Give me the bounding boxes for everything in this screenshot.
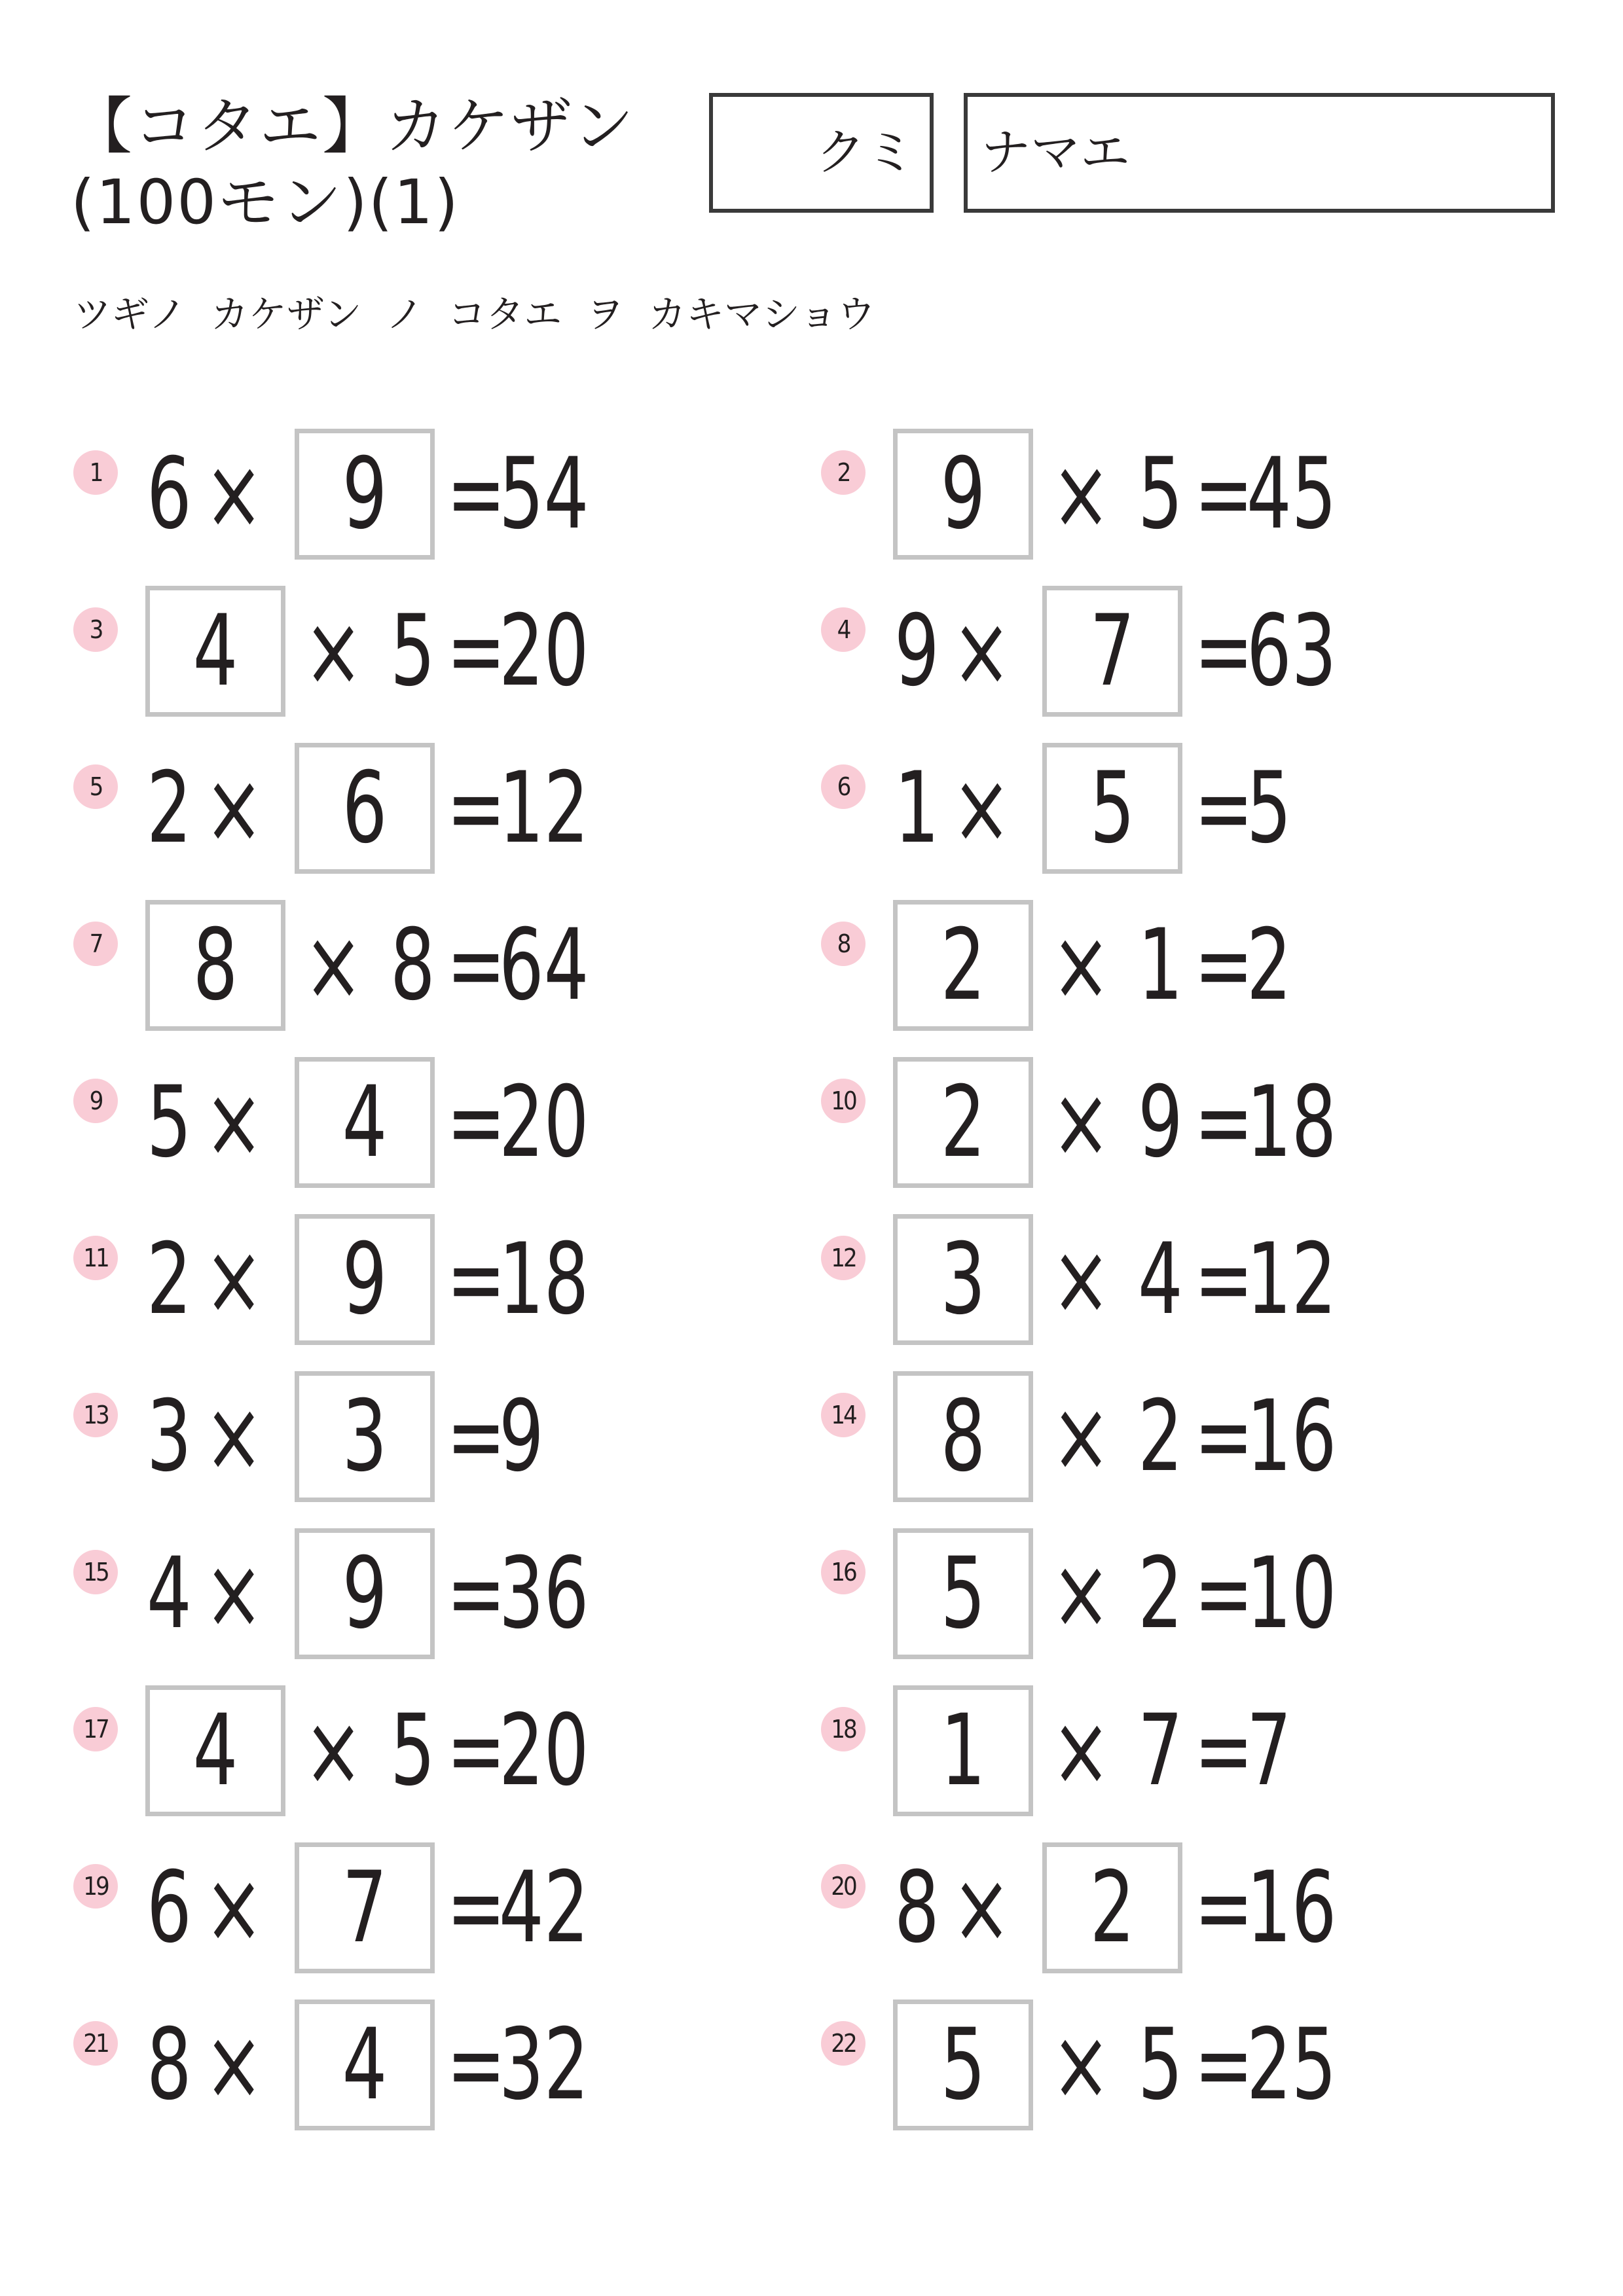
answer-value: 9	[940, 437, 986, 551]
times-sign: ×	[1051, 1694, 1111, 1808]
equals-sign: =	[447, 908, 506, 1022]
answer-box[interactable]	[295, 743, 435, 874]
problem-20	[821, 1842, 1508, 1973]
problem-number-badge: 12	[821, 1236, 866, 1280]
first-factor: 8	[894, 1851, 939, 1965]
answer-box[interactable]	[893, 1685, 1033, 1816]
problem-9	[73, 1057, 761, 1188]
answer-value: 7	[1089, 594, 1135, 708]
second-factor: 2	[1138, 1537, 1183, 1651]
problem-21	[73, 2000, 761, 2130]
answer-value: 5	[1089, 751, 1135, 865]
product: 12	[499, 751, 589, 865]
answer-value: 4	[192, 594, 238, 708]
problem-19	[73, 1842, 761, 1973]
second-factor: 7	[1138, 1694, 1183, 1808]
times-sign: ×	[952, 751, 1012, 865]
answer-value: 5	[940, 1537, 986, 1651]
first-factor: 2	[147, 751, 192, 865]
problem-number-badge: 3	[73, 607, 118, 652]
title-line-1: 【コタエ】カケザン	[71, 91, 636, 162]
problem-1	[73, 429, 761, 560]
second-factor: 5	[1138, 2008, 1183, 2122]
first-factor: 4	[147, 1537, 192, 1651]
problem-7	[73, 900, 761, 1031]
product: 10	[1247, 1537, 1337, 1651]
problem-number-badge: 13	[73, 1393, 118, 1437]
equals-sign: =	[447, 594, 506, 708]
answer-value: 4	[192, 1694, 238, 1808]
equals-sign: =	[447, 1380, 506, 1494]
equals-sign: =	[1194, 594, 1254, 708]
problem-number-badge: 9	[73, 1079, 118, 1123]
problem-8	[821, 900, 1508, 1031]
equals-sign: =	[1194, 437, 1254, 551]
first-factor: 2	[147, 1223, 192, 1336]
class-field[interactable]	[709, 93, 934, 213]
class-label: クミ	[816, 123, 915, 181]
problem-6	[821, 743, 1508, 874]
answer-box[interactable]	[295, 2000, 435, 2130]
product: 45	[1247, 437, 1337, 551]
answer-box[interactable]	[145, 586, 285, 717]
answer-box[interactable]	[295, 1057, 435, 1188]
equals-sign: =	[1194, 1694, 1254, 1808]
problem-number-badge: 21	[73, 2021, 118, 2066]
answer-box[interactable]	[295, 1371, 435, 1502]
answer-value: 3	[342, 1380, 388, 1494]
equals-sign: =	[1194, 2008, 1254, 2122]
first-factor: 6	[147, 1851, 192, 1965]
problem-22	[821, 2000, 1508, 2130]
answer-value: 2	[1089, 1851, 1135, 1965]
equals-sign: =	[447, 1851, 506, 1965]
product: 63	[1247, 594, 1337, 708]
answer-value: 7	[342, 1851, 388, 1965]
product: 64	[499, 908, 589, 1022]
equals-sign: =	[1194, 1066, 1254, 1179]
answer-box[interactable]	[295, 1842, 435, 1973]
problem-number-badge: 10	[821, 1079, 866, 1123]
times-sign: ×	[204, 751, 264, 865]
problem-number-badge: 2	[821, 450, 866, 495]
answer-value: 1	[940, 1694, 986, 1808]
equals-sign: =	[447, 1694, 506, 1808]
problem-15	[73, 1528, 761, 1659]
product: 16	[1247, 1851, 1337, 1965]
equals-sign: =	[447, 1223, 506, 1336]
problem-3	[73, 586, 761, 717]
answer-value: 4	[342, 1066, 388, 1179]
problem-17	[73, 1685, 761, 1816]
times-sign: ×	[1051, 2008, 1111, 2122]
problem-number-badge: 15	[73, 1550, 118, 1594]
equals-sign: =	[1194, 1223, 1254, 1336]
problem-4	[821, 586, 1508, 717]
worksheet-title	[71, 89, 660, 241]
equals-sign: =	[447, 1066, 506, 1179]
product: 54	[499, 437, 589, 551]
answer-box[interactable]	[1042, 586, 1182, 717]
equals-sign: =	[1194, 908, 1254, 1022]
equals-sign: =	[1194, 751, 1254, 865]
problem-number-badge: 7	[73, 922, 118, 966]
product: 16	[1247, 1380, 1337, 1494]
equals-sign: =	[447, 1537, 506, 1651]
product: 20	[499, 1066, 589, 1179]
answer-box[interactable]	[295, 1528, 435, 1659]
problem-number-badge: 14	[821, 1393, 866, 1437]
answer-box[interactable]	[145, 900, 285, 1031]
answer-box[interactable]	[893, 2000, 1033, 2130]
answer-value: 4	[342, 2008, 388, 2122]
second-factor: 1	[1138, 908, 1183, 1022]
answer-box[interactable]	[295, 1214, 435, 1345]
times-sign: ×	[304, 594, 363, 708]
times-sign: ×	[1051, 1066, 1111, 1179]
second-factor: 9	[1138, 1066, 1183, 1179]
equals-sign: =	[1194, 1380, 1254, 1494]
answer-value: 2	[940, 1066, 986, 1179]
answer-value: 2	[940, 908, 986, 1022]
answer-box[interactable]	[295, 429, 435, 560]
product: 36	[499, 1537, 589, 1651]
problem-14	[821, 1371, 1508, 1502]
times-sign: ×	[1051, 1380, 1111, 1494]
times-sign: ×	[1051, 1537, 1111, 1651]
name-label: ナマエ	[981, 123, 1130, 181]
problem-number-badge: 1	[73, 450, 118, 495]
first-factor: 3	[147, 1380, 192, 1494]
answer-box[interactable]	[1042, 743, 1182, 874]
problem-12	[821, 1214, 1508, 1345]
first-factor: 6	[147, 437, 192, 551]
product: 5	[1247, 751, 1292, 865]
product: 20	[499, 594, 589, 708]
times-sign: ×	[1051, 437, 1111, 551]
times-sign: ×	[304, 908, 363, 1022]
problem-number-badge: 16	[821, 1550, 866, 1594]
name-field[interactable]	[964, 93, 1555, 213]
product: 9	[499, 1380, 544, 1494]
problem-18	[821, 1685, 1508, 1816]
answer-box[interactable]	[893, 1371, 1033, 1502]
first-factor: 5	[147, 1066, 192, 1179]
equals-sign: =	[1194, 1851, 1254, 1965]
product: 25	[1247, 2008, 1337, 2122]
answer-box[interactable]	[893, 1528, 1033, 1659]
times-sign: ×	[204, 1223, 264, 1336]
answer-value: 9	[342, 437, 388, 551]
first-factor: 9	[894, 594, 939, 708]
equals-sign: =	[447, 2008, 506, 2122]
times-sign: ×	[204, 1537, 264, 1651]
problem-number-badge: 22	[821, 2021, 866, 2066]
problem-number-badge: 8	[821, 922, 866, 966]
product: 12	[1247, 1223, 1337, 1336]
answer-value: 8	[192, 908, 238, 1022]
first-factor: 8	[147, 2008, 192, 2122]
answer-value: 5	[940, 2008, 986, 2122]
product: 7	[1247, 1694, 1292, 1808]
product: 20	[499, 1694, 589, 1808]
product: 18	[499, 1223, 589, 1336]
answer-value: 8	[940, 1380, 986, 1494]
answer-box[interactable]	[893, 1057, 1033, 1188]
second-factor: 5	[390, 594, 435, 708]
answer-box[interactable]	[893, 429, 1033, 560]
product: 32	[499, 2008, 589, 2122]
problem-16	[821, 1528, 1508, 1659]
problem-number-badge: 18	[821, 1707, 866, 1751]
problem-10	[821, 1057, 1508, 1188]
problem-number-badge: 11	[73, 1236, 118, 1280]
first-factor: 1	[894, 751, 939, 865]
problem-number-badge: 17	[73, 1707, 118, 1751]
instructions: ツギノ カケザン ノ コタエ ヲ カキマショウ	[73, 292, 875, 336]
times-sign: ×	[204, 2008, 264, 2122]
product: 2	[1247, 908, 1292, 1022]
times-sign: ×	[952, 594, 1012, 708]
times-sign: ×	[952, 1851, 1012, 1965]
answer-box[interactable]	[893, 900, 1033, 1031]
second-factor: 2	[1138, 1380, 1183, 1494]
times-sign: ×	[204, 1066, 264, 1179]
times-sign: ×	[304, 1694, 363, 1808]
problem-number-badge: 6	[821, 764, 866, 809]
answer-value: 9	[342, 1223, 388, 1336]
equals-sign: =	[1194, 1537, 1254, 1651]
times-sign: ×	[1051, 908, 1111, 1022]
problem-number-badge: 19	[73, 1864, 118, 1909]
answer-box[interactable]	[1042, 1842, 1182, 1973]
second-factor: 5	[390, 1694, 435, 1808]
product: 42	[499, 1851, 589, 1965]
problem-number-badge: 20	[821, 1864, 866, 1909]
second-factor: 8	[390, 908, 435, 1022]
problem-13	[73, 1371, 761, 1502]
times-sign: ×	[204, 437, 264, 551]
equals-sign: =	[447, 751, 506, 865]
times-sign: ×	[1051, 1223, 1111, 1336]
problem-5	[73, 743, 761, 874]
answer-box[interactable]	[893, 1214, 1033, 1345]
times-sign: ×	[204, 1851, 264, 1965]
problem-number-badge: 5	[73, 764, 118, 809]
answer-box[interactable]	[145, 1685, 285, 1816]
problem-number-badge: 4	[821, 607, 866, 652]
title-line-2: (100モン)(1)	[71, 167, 460, 238]
problem-11	[73, 1214, 761, 1345]
times-sign: ×	[204, 1380, 264, 1494]
second-factor: 5	[1138, 437, 1183, 551]
product: 18	[1247, 1066, 1337, 1179]
answer-value: 9	[342, 1537, 388, 1651]
problem-2	[821, 429, 1508, 560]
second-factor: 4	[1138, 1223, 1183, 1336]
equals-sign: =	[447, 437, 506, 551]
answer-value: 6	[342, 751, 388, 865]
answer-value: 3	[940, 1223, 986, 1336]
